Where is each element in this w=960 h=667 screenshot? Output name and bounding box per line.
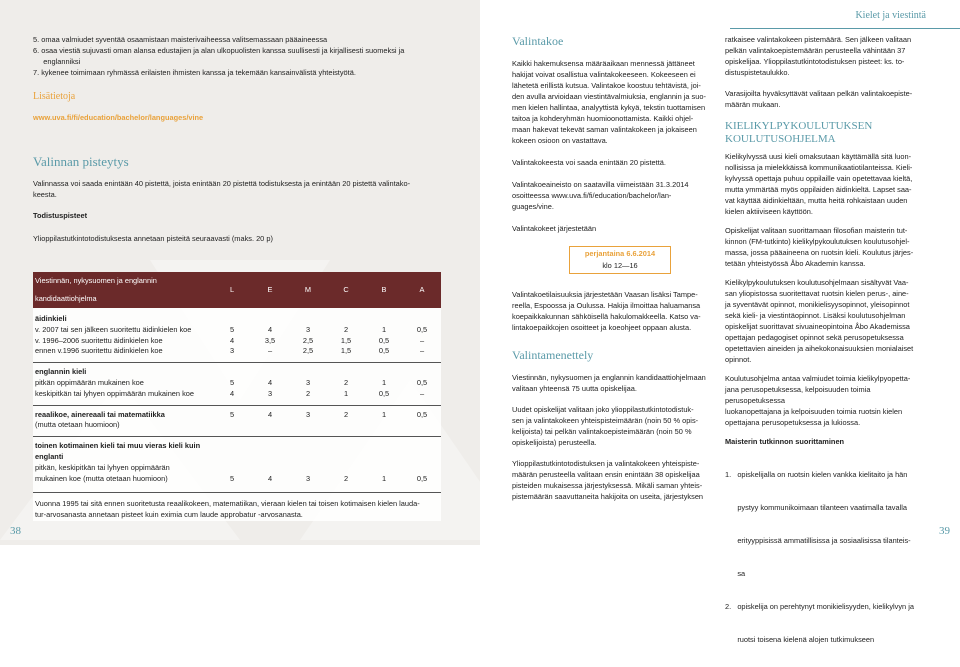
- paragraph-line: Kielikylvyssä uusi kieli omaksutaan käyttämällä sitä luon-: [725, 152, 912, 161]
- paragraph-line: opiskelijaa. Ylioppilastutkintotodistuksen pisteet: ks. to-: [725, 57, 905, 66]
- paragraph-line: lintakoepaikkojen osoitteet ja koeohjeet oppaan alusta.: [512, 323, 692, 332]
- paragraph-line: jana perusopetuksessa, kelpoisuuden toimia perusopetuksessa: [725, 385, 871, 405]
- running-header: Kielet ja viestintä: [855, 10, 926, 21]
- table-cell: 4: [267, 473, 273, 483]
- table-cell: 2: [305, 388, 311, 398]
- table-cell: –: [419, 346, 425, 356]
- table-header-cell: B: [365, 272, 403, 308]
- table-cell: 2: [343, 473, 349, 483]
- table-cell: 3: [229, 346, 235, 356]
- table-cell: 1,5: [340, 335, 352, 345]
- info-link[interactable]: www.uva.fi/fi/education/bachelor/languages/vine: [33, 113, 204, 122]
- group-title: englannin kieli: [33, 363, 441, 378]
- table-row: [33, 314, 441, 325]
- paragraph-line: opetettavien aineiden ja aihekokonaisuuksien monialaiset: [725, 344, 914, 353]
- paragraph-line: den avulla arvioidaan viestintävalmiuksia, englannin ja suo-: [512, 92, 706, 101]
- table-header-cell: E: [251, 272, 289, 308]
- paragraph-line: määrän perusteella valitaan ensin enintään 38 opiskelijaa: [512, 470, 700, 479]
- subheading: Maisterin tutkinnon suorittaminen: [725, 437, 845, 446]
- table-cell: 3: [267, 388, 273, 398]
- paragraph-line: osoitteessa www.uva.fi/fi/education/bachelor/lan-: [512, 191, 672, 200]
- paragraph-line: sen ja valintakokeen yhteispisteimäärän (noin 50 % opis-: [512, 416, 699, 425]
- paragraph-line: Valintakoeaineisto on saatavilla viimeistään 31.3.2014: [512, 180, 689, 189]
- table-cell: 1: [365, 405, 403, 420]
- table-cell: v. 1996–2006 suoritettu äidinkielen koe: [35, 335, 163, 345]
- paragraph-line: kinnon (FM-tutkinto) kielikylpykoulutuksen koulutusohjel-: [725, 237, 910, 246]
- table-row: [33, 452, 441, 463]
- table-row: [33, 510, 441, 521]
- table-row: [33, 336, 441, 347]
- table-row: [33, 463, 441, 474]
- section-heading: Valintakoe: [512, 34, 564, 48]
- table-cell: pitkän oppimäärän mukainen koe: [35, 377, 144, 387]
- table-cell: 0,5: [378, 335, 390, 345]
- table-cell: 2: [343, 324, 349, 334]
- paragraph: [512, 404, 718, 448]
- table-cell: 4: [267, 324, 273, 334]
- paragraph: [725, 277, 930, 365]
- paragraph-line: opiskelijat suorittavat sivuaineopintoina Åbo Akademissa: [725, 322, 910, 331]
- column-1-lower: [512, 289, 718, 502]
- table-row: [33, 437, 441, 452]
- paragraph-line: nollisissa ja mielekkäissä kommunikaatiotilanteissa. Kieli-: [725, 163, 913, 172]
- intro-text: [33, 178, 453, 200]
- table-row: [33, 389, 441, 400]
- section-heading: [725, 120, 930, 146]
- section-heading: Valintamenettely: [512, 348, 594, 362]
- list-item: 2. opiskelija on perehtynyt monikielisyyden, kielikylvyn ja: [725, 602, 914, 611]
- table-cell: ennen v.1996 suoritettu äidinkielen koe: [35, 346, 163, 356]
- paragraph: Valintakokeesta voi saada enintään 20 pistettä.: [512, 158, 666, 167]
- table-cell: 0,5: [378, 346, 390, 356]
- table-header-cell: A: [403, 272, 441, 308]
- paragraph: Valintakokeet järjestetään: [512, 224, 597, 233]
- table-cell: 5: [229, 377, 235, 387]
- table-cell: 3: [305, 377, 311, 387]
- paragraph-line: san yliopistossa suoritettavat ruotsin kielen perus-, aine-: [725, 289, 909, 298]
- heading-line: KOULUTUSOHJELMA: [725, 133, 836, 145]
- table-row: [33, 405, 441, 420]
- exam-date-box: [569, 246, 671, 274]
- table-cell: 1: [381, 324, 387, 334]
- table-footnote: Vuonna 1995 tai sitä ennen suoritetusta reaalikokeen, matematiikan, vieraan kielen tai toisen kotimaisen kielen lauda-: [33, 493, 441, 510]
- paragraph-line: Uudet opiskelijat valitaan joko ylioppilastutkintotodistuk-: [512, 405, 694, 414]
- column-1: [512, 34, 718, 234]
- paragraph: [725, 225, 930, 269]
- paragraph-line: Viestinnän, nykysuomen ja englannin kandidaattiohjelmaan: [512, 373, 706, 382]
- table-cell: 0,5: [416, 324, 428, 334]
- list-item: 7. kykenee toimimaan ryhmässä erilaisten ihmisten kanssa ja tekemään kansainvälistä yhteistyötä.: [33, 68, 356, 77]
- table-cell: 1,5: [340, 346, 352, 356]
- paragraph: [512, 458, 718, 502]
- group-title: toinen kotimainen kieli tai muu vieras kieli kuin: [33, 437, 441, 452]
- paragraph-line: tetään yhteistyössä Åbo Akademin kanssa.: [725, 259, 866, 268]
- paragraph: [725, 373, 930, 428]
- list-item: sa: [725, 569, 746, 578]
- paragraph-line: Valintakoetilaisuuksia järjestetään Vaasan lisäksi Tampe-: [512, 290, 698, 299]
- paragraph-line: koepaikkakunnan sähköisellä hakulomakkeella. Katso va-: [512, 312, 701, 321]
- left-page: [0, 0, 480, 545]
- group-title: äidinkieli: [35, 314, 67, 323]
- group-title: reaalikoe, ainereaali tai matematiikka: [33, 405, 213, 420]
- list-item: 1. opiskelijalla on ruotsin kielen vankka kielitaito ja hän: [725, 470, 908, 479]
- paragraph-line: ja syventävät opinnot, monikielisyysopinnot, yleisopinnot: [725, 300, 910, 309]
- paragraph-line: Kaikki hakemuksensa määräaikaan mennessä jättäneet: [512, 59, 695, 68]
- right-page: [480, 0, 960, 644]
- table-cell: 2: [343, 377, 349, 387]
- paragraph: [512, 179, 718, 212]
- table-cell: keskipitkän tai lyhyen oppimäärän mukainen koe: [35, 388, 194, 398]
- paragraph-line: pelkän valintakoepistemäärän perusteella vähintään 37: [725, 46, 906, 55]
- table-cell: 3: [289, 405, 327, 420]
- table-header-cell: M: [289, 272, 327, 308]
- paragraph-line: pisteiden mukaisessa järjestyksessä. Mikäli saman yhteis-: [512, 481, 703, 490]
- table-cell: v. 2007 tai sen jälkeen suoritettu äidinkielen koe: [35, 324, 192, 334]
- paragraph-line: ratkaisee valintakokeen pistemäärä. Sen jälkeen valitaan: [725, 35, 912, 44]
- table-row: [33, 325, 441, 336]
- header-rule: [730, 28, 960, 29]
- paragraph-line: mutta ymmärtää myös oppilaiden äidinkieltä. Lapset saa-: [725, 185, 912, 194]
- table-row: [33, 346, 441, 357]
- paragraph-line: opiskelijoista) perusteella.: [512, 438, 597, 447]
- exam-date: perjantaina 6.6.2014: [584, 249, 656, 258]
- table-cell: 0,5: [403, 405, 441, 420]
- table-row: [33, 363, 441, 378]
- paragraph-line: opettajana perusopetuksessa ja lukiossa.: [725, 418, 861, 427]
- paragraph-line: kokeen osioon on vastattava.: [512, 136, 608, 145]
- list-item: 6. osaa viestiä sujuvasti oman alansa edustajien ja alan ulkopuolisten kanssa suullisesti ja kirjallisesti suomeksi ja: [33, 46, 405, 55]
- paragraph-line: Kielikylpykoulutuksen koulutusohjelmaan sisältyvät Vaa-: [725, 278, 909, 287]
- table-header-cell: C: [327, 272, 365, 308]
- table-cell: –: [267, 346, 273, 356]
- table-row: [33, 493, 441, 510]
- paragraph: [512, 289, 718, 333]
- table-cell: 4: [267, 377, 273, 387]
- table-cell: –: [419, 335, 425, 345]
- paragraph-line: kielen aktiiviseen käyttöön.: [725, 207, 813, 216]
- paragraph-line: Opiskelijat valitaan suorittamaan filosofian maisterin tut-: [725, 226, 908, 235]
- paragraph-line: pistemäärän saavuttaneita hakijoita on useita, järjestyksen: [512, 492, 704, 501]
- outcomes-list: [33, 34, 453, 78]
- paragraph-line: valitaan yhteensä 75 uutta opiskelijaa.: [512, 384, 637, 393]
- subheading: Todistuspisteet: [33, 211, 88, 220]
- table-cell: 1: [381, 473, 387, 483]
- page-number: 38: [10, 525, 21, 537]
- paragraph-line: hakijat voivat osallistua valintakokeeseen. Kokeeseen ei: [512, 70, 696, 79]
- paragraph-line: Varasijoilta hyväksyttävät valitaan pelkän valintakoepiste-: [725, 89, 913, 98]
- paragraph-line: guages/vine.: [512, 202, 554, 211]
- table-row: [33, 474, 441, 485]
- table-cell: 4: [251, 405, 289, 420]
- table-cell: 4: [229, 335, 235, 345]
- section-heading: Valinnan pisteytys: [33, 154, 129, 169]
- table-cell: mukainen koe (mutta otetaan huomioon): [35, 473, 168, 483]
- paragraph-line: määrän mukaan.: [725, 100, 781, 109]
- paragraph-line: opettajan pedagogiset opinnot sekä perusopetuksessa: [725, 333, 904, 342]
- paragraph-line: Ylioppilastutkintotodistuksen ja valintakokeen yhteispiste-: [512, 459, 700, 468]
- exam-time: klo 12—16: [602, 261, 638, 270]
- table-cell: 5: [229, 473, 235, 483]
- paragraph-line: Valinnassa voi saada enintään 40 pistettä, joista enintään 20 pistettä todistuksesta ja enintään 20 pistettä valintako-: [33, 179, 411, 188]
- table-cell: 4: [229, 388, 235, 398]
- paragraph-line: vat käyttää äidinkieltään, mutta heitä rohkaistaan uuden: [725, 196, 908, 205]
- section-label-lisatietoja: Lisätietoja: [33, 91, 76, 102]
- table-cell: 1: [343, 388, 349, 398]
- paragraph-line: taitoa ja kohderyhmän huomioonottamista. Kaikki ohjel-: [512, 114, 694, 123]
- paragraph: [725, 88, 930, 110]
- table-header-row: [33, 272, 441, 308]
- paragraph-line: reella, Espoossa ja Oulussa. Hakija ilmoittaa haluamansa: [512, 301, 701, 310]
- paragraph-line: luokanopettajana ja kelpoisuuden toimia ruotsin kielen: [725, 407, 903, 416]
- paragraph-line: opinnot.: [725, 355, 752, 364]
- paragraph-line: massa, jossa pääaineena on ruotsin kieli. Koulutus järjes-: [725, 248, 914, 257]
- heading-line: KIELIKYLPYKOULUTUKSEN: [725, 120, 873, 132]
- table-header-cell: Viestinnän, nykysuomen ja englannin kandidaattiohjelma: [33, 272, 213, 308]
- table-cell: 1: [381, 377, 387, 387]
- table-cell: 3: [305, 324, 311, 334]
- list-item: ruotsi toisena kielenä alojen tutkimukseen: [725, 635, 875, 644]
- table-cell: 2: [327, 405, 365, 420]
- table-cell: 5: [213, 405, 251, 420]
- table-header-cell: L: [213, 272, 251, 308]
- paragraph-line: sekä kieli- ja viestintäopinnot. Lisäksi koulutusohjelman: [725, 311, 906, 320]
- table-cell: 0,5: [416, 377, 428, 387]
- paragraph-line: maan hakevat tekevät saman valintakokeen ja jokaiseen: [512, 125, 697, 134]
- subheading-text: Ylioppilastutkintotodistuksesta annetaan pisteitä seuraavasti (maks. 20 p): [33, 234, 273, 243]
- paragraph-line: lähetetä erillistä kutsua. Valintakoe koostuu tehtävistä, joi-: [512, 81, 701, 90]
- list-item: 5. omaa valmiudet syventää osaamistaan maisterivaiheessa valitsemassaan pääaineessa: [33, 35, 328, 44]
- table-cell: –: [419, 388, 425, 398]
- table-cell: 2,5: [302, 335, 314, 345]
- requirements-list: [725, 447, 930, 667]
- points-table: [33, 272, 441, 521]
- table-row: [33, 420, 441, 431]
- table-row: [33, 378, 441, 389]
- table-cell: 2,5: [302, 346, 314, 356]
- table-cell: 3,5: [264, 335, 276, 345]
- paragraph: [512, 58, 718, 146]
- paragraph-line: men kielen hallintaa, analyyttistä kykyä, tekstin tuottamisen: [512, 103, 706, 112]
- paragraph: [725, 151, 930, 217]
- paragraph: [725, 34, 930, 78]
- table-cell: pitkän, keskipitkän tai lyhyen oppimäärän: [35, 462, 170, 472]
- list-item: erityyppisissä ammatillisissa ja sosiaalisissa tilanteis-: [725, 536, 911, 545]
- list-item: pystyy kommunikoimaan tilanteen vaatimalla tavalla: [725, 503, 907, 512]
- table-cell: 5: [229, 324, 235, 334]
- paragraph-line: Koulutusohjelma antaa valmiudet toimia kielikylpyopetta-: [725, 374, 911, 383]
- table-cell: 0,5: [378, 388, 390, 398]
- paragraph-line: keesta.: [33, 190, 57, 199]
- table-cell: 3: [305, 473, 311, 483]
- table-cell: (mutta otetaan huomioon): [35, 420, 120, 430]
- list-item: englanniksi: [33, 57, 81, 66]
- table-footnote: tur-arvosanasta annetaan pisteet kuin eximia cum laude approbatur -arvosanasta.: [35, 510, 303, 520]
- table-cell: 0,5: [416, 473, 428, 483]
- paragraph-line: kylvyssä opettaja puhuu oppilaille vain opetettavaa kieltä,: [725, 174, 913, 183]
- column-2: [725, 34, 930, 667]
- group-title: englanti: [35, 451, 64, 461]
- paragraph-line: distuspistetaulukko.: [725, 68, 790, 77]
- paragraph-line: kelijoista) tai pelkän valintakoepisteimäärän (noin 50 %: [512, 427, 692, 436]
- paragraph: [512, 372, 718, 394]
- page-number: 39: [939, 525, 950, 537]
